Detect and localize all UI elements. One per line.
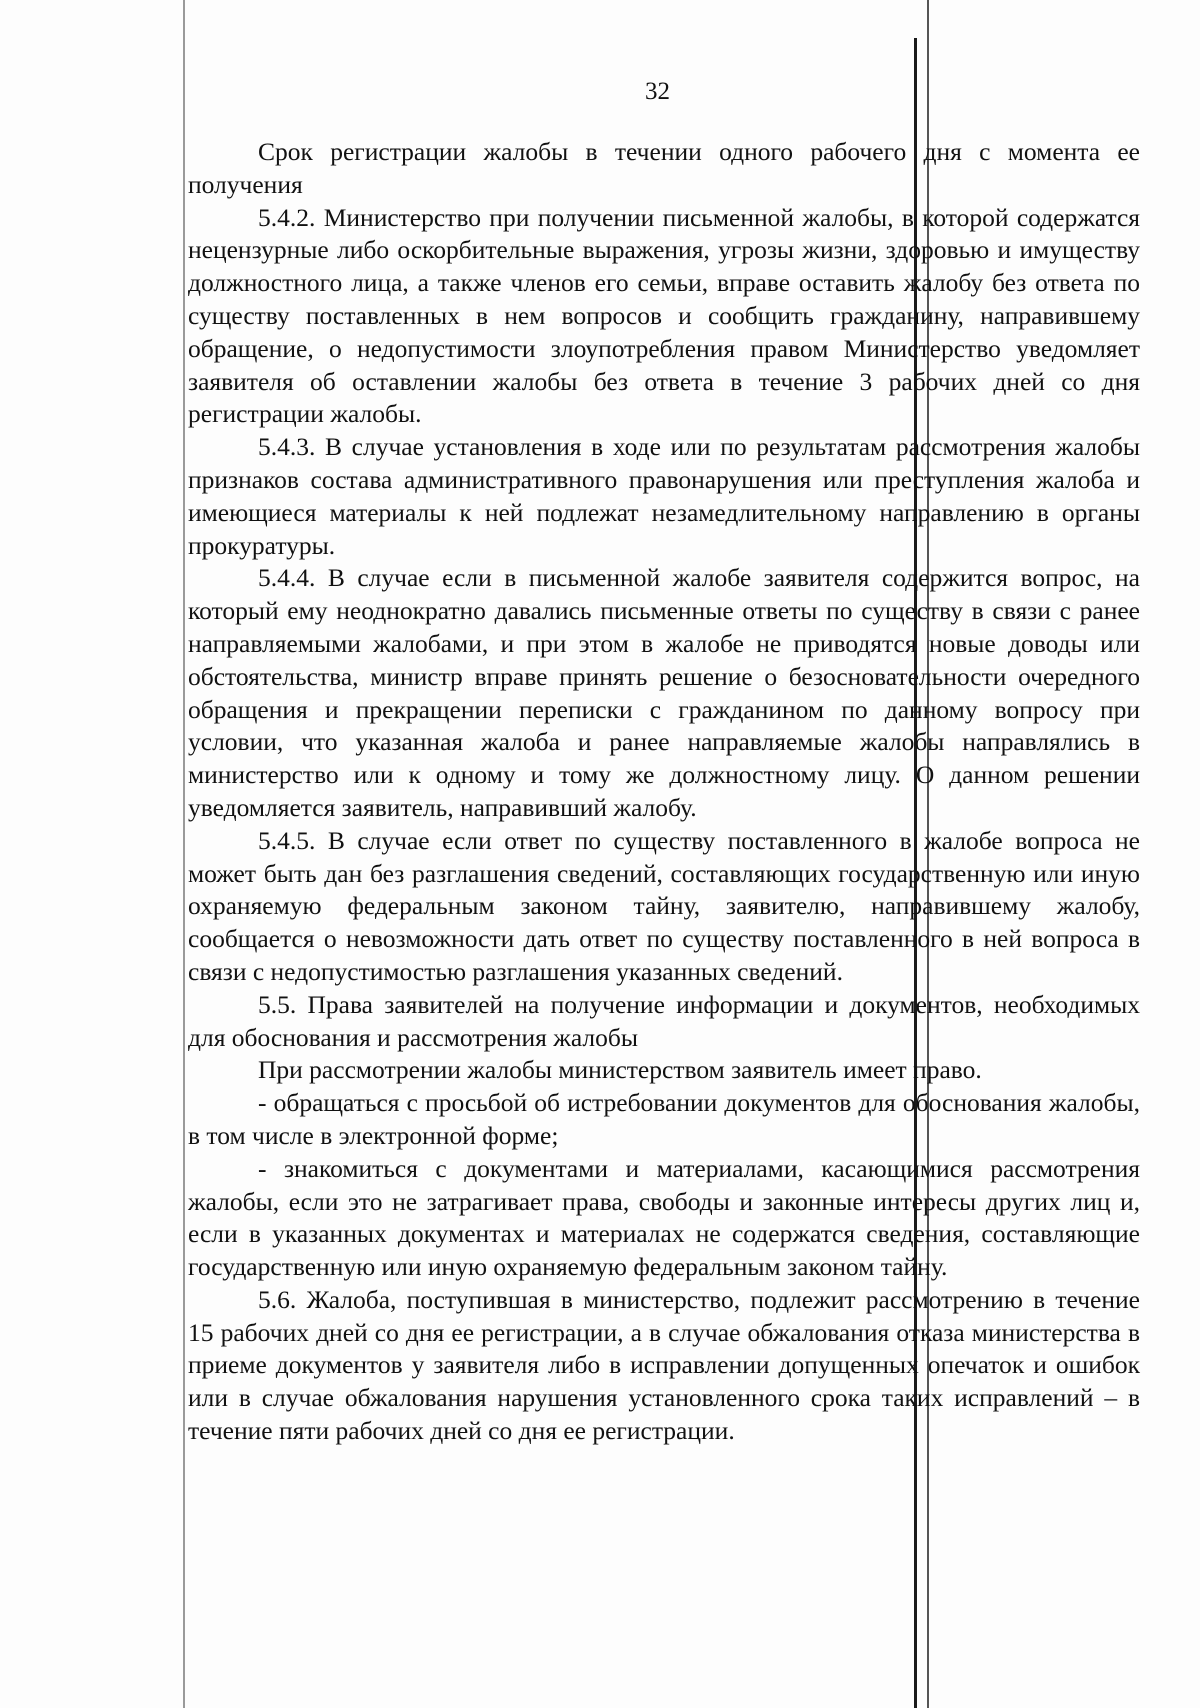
paragraph: Срок регистрации жалобы в течении одного рабочего дня с момента ее получения xyxy=(188,137,1140,199)
paragraph: При рассмотрении жалобы министерством заявитель имеет право. xyxy=(258,1055,982,1085)
paragraph: 5.4.2. Министерство при получении письменной жалобы, в которой содержатся нецензурные либо оскорбительные выражения, угрозы жизни, здоровью и имуществу должностного лица, а также членов его семьи, вправе оставить жалобу без ответа по существу поставленных в нем вопросов и сообщить гражданину, направившему обращение, о недопустимости злоупотребления правом Министерство уведомляет заявителя об оставлении жалобы без ответа в течение 3 рабочих дней со дня регистрации жалобы. xyxy=(188,202,1140,429)
paragraph: 5.4.3. В случае установления в ходе или по результатам рассмотрения жалобы признаков состава административного правонарушения или преступления жалоба и имеющиеся материалы к ней подлежат незамедлительному направлению в органы прокуратуры. xyxy=(188,432,1140,560)
paragraph: - знакомиться с документами и материалами, касающимися рассмотрения жалобы, если это не затрагивает права, свободы и законные интересы других лиц и, если в указанных документах и материалах не содержатся сведения, составляющие государственную или иную охраняемую федеральным законом тайну. xyxy=(188,1153,1140,1282)
paragraph: 5.6. Жалоба, поступившая в министерство, подлежит рассмотрению в течение 15 рабочих дней со дня ее регистрации, а в случае обжалования отказа министерства в приеме документов у заявителя либо в исправлении допущенных опечаток и ошибок или в случае обжалования нарушения установленного срока таких исправлений – в течение пяти рабочих дней со дня ее регистрации. xyxy=(188,1284,1140,1446)
paragraph: 5.4.5. В случае если ответ по существу поставленного в жалобе вопроса не может быть дан без разглашения сведений, составляющих государственную или иную охраняемую федеральным законом тайну, заявителю, направившему жалобу, сообщается о невозможности дать ответ по существу поставленного в ней вопроса в связи с недопустимостью разглашения указанных сведений. xyxy=(188,825,1140,986)
scan-artifact-line xyxy=(183,0,185,1708)
document-body xyxy=(188,136,1140,1448)
paragraph: 5.5. Права заявителей на получение информации и документов, необходимых для обоснования и рассмотрения жалобы xyxy=(188,989,1140,1052)
paragraph: 5.4.4. В случае если в письменной жалобе заявителя содержится вопрос, на который ему неоднократно давались письменные ответы по существу в связи с ранее направляемыми жалобами, и при этом в жалобе не приводятся новые доводы или обстоятельства, министр вправе принять решение о безосновательности очередного обращения и прекращении переписки с гражданином по данному вопросу при условии, что указанная жалоба и ранее направляемые жалобы направлялись в министерство или к одному и тому же должностному лицу. О данном решении уведомляется заявитель, направивший жалобу. xyxy=(188,563,1140,822)
paragraph: - обращаться с просьбой об истребовании документов для обоснования жалобы, в том числе в электронной форме; xyxy=(188,1088,1140,1150)
page-number: 32 xyxy=(645,78,670,105)
